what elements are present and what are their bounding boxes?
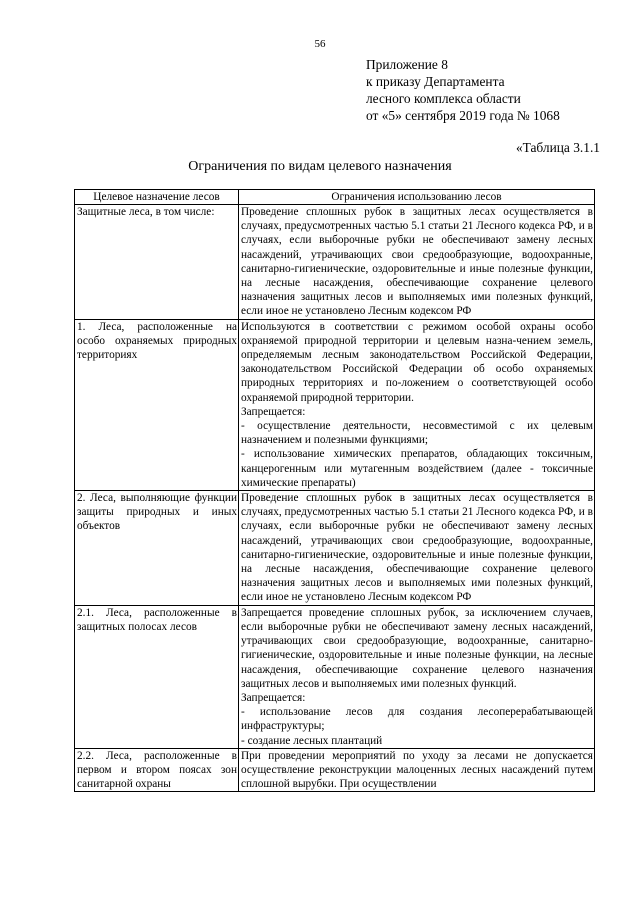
table-row	[75, 319, 595, 490]
page-number: 56	[314, 38, 326, 50]
prohibited-item: - использование химических препаратов, обладающих токсичным, канцерогенным или мутагенным воздействием (далее - токсичные химические препараты)	[241, 448, 593, 489]
table-row	[75, 205, 595, 320]
table-row	[75, 748, 595, 792]
table-reference: «Таблица 3.1.1	[515, 140, 600, 155]
document-title: Ограничения по видам целевого назначения	[188, 159, 452, 174]
restrictions-cell	[239, 319, 595, 490]
restrictions-cell: Проведение сплошных рубок в защитных лесах осуществляется в случаях, предусмотренных частью 5.1 статьи 21 Лесного кодекса РФ, и в случаях, если выборочные рубки не обеспечивают замену лесных насаждений, утрачивающих свои средообразующие, водоохранные, санитарно-гигиенические, оздоровительные и иные полезные функции, на лесные насаждения, обеспечивающие сохранение целевого назначения защитных лесов и выполняемых ими полезных функций, если иное не установлено Лесным кодексом РФ	[239, 205, 595, 320]
purpose-cell: 2.2. Леса, расположенные в первом и втором поясах зон санитарной охраны	[75, 748, 239, 792]
appendix-line-2: к приказу Департамента	[366, 74, 505, 89]
table-row	[75, 605, 595, 748]
appendix-line-4: от «5» сентября 2019 года № 1068	[366, 108, 560, 123]
restrictions-cell: Проведение сплошных рубок в защитных лесах осуществляется в случаях, предусмотренных частью 5.1 статьи 21 Лесного кодекса РФ, и в случаях, если выборочные рубки не обеспечивают замену лесных насаждений, утрачивающих свои средообразующие, водоохранные, санитарно-гигиенические, оздоровительные и иные полезные функции, на лесные насаждения, обеспечивающие сохранение целевого назначения защитных лесов и выполняемых ими полезных функций, если иное не установлено Лесным кодексом РФ	[239, 491, 595, 606]
purpose-cell: 1. Леса, расположенные на особо охраняемых природных территориях	[75, 319, 239, 490]
table-header-row	[75, 190, 595, 205]
purpose-cell: 2. Леса, выполняющие функции защиты природных и иных объектов	[75, 491, 239, 606]
prohibited-item: - создание лесных плантаций	[241, 734, 383, 747]
appendix-line-1: Приложение 8	[366, 57, 448, 72]
restrictions-text: Запрещается проведение сплошных рубок, за исключением случаев, если выборочные рубки не обеспечивают замену лесных насаждений, утрачивающих свои средообразующие, водоохранные, санитарно-гигиенические, оздоровительные и иные полезные функции, на лесные насаждения, обеспечивающие сохранение целевого назначения защитных лесов и выполняемых ими полезных функций.	[241, 606, 593, 690]
restrictions-cell	[239, 605, 595, 748]
table-row	[75, 491, 595, 606]
prohibited-item: - использование лесов для создания лесоперерабатывающей инфраструктуры;	[241, 706, 593, 733]
appendix-header	[366, 56, 560, 124]
restrictions-text: Используются в соответствии с режимом особой охраны особо охраняемой природной территории и целевым назна-чением земель, определяемым лесным законодательством Российской Федерации, законодательством Российской Федерации об особо охраняемых природных территориях и по-ложением о соответствующей особо охраняемой природной территории.	[241, 320, 593, 404]
prohibited-item: - осуществление деятельности, несовместимой с их целевым назначением и полезными функциями;	[241, 420, 593, 447]
purpose-cell: 2.1. Леса, расположенные в защитных полосах лесов	[75, 605, 239, 748]
header-restrictions: Ограничения использованию лесов	[239, 190, 595, 205]
purpose-cell: Защитные леса, в том числе:	[75, 205, 239, 320]
prohibited-label: Запрещается:	[241, 405, 306, 418]
header-purpose: Целевое назначение лесов	[75, 190, 239, 205]
prohibited-label: Запрещается:	[241, 691, 306, 704]
restrictions-cell: При проведении мероприятий по уходу за лесами не допускается осуществление реконструкции малоценных лесных насаждений путем сплошной вырубки. При осуществлении	[239, 748, 595, 792]
restrictions-table	[74, 189, 595, 792]
appendix-line-3: лесного комплекса области	[366, 91, 521, 106]
